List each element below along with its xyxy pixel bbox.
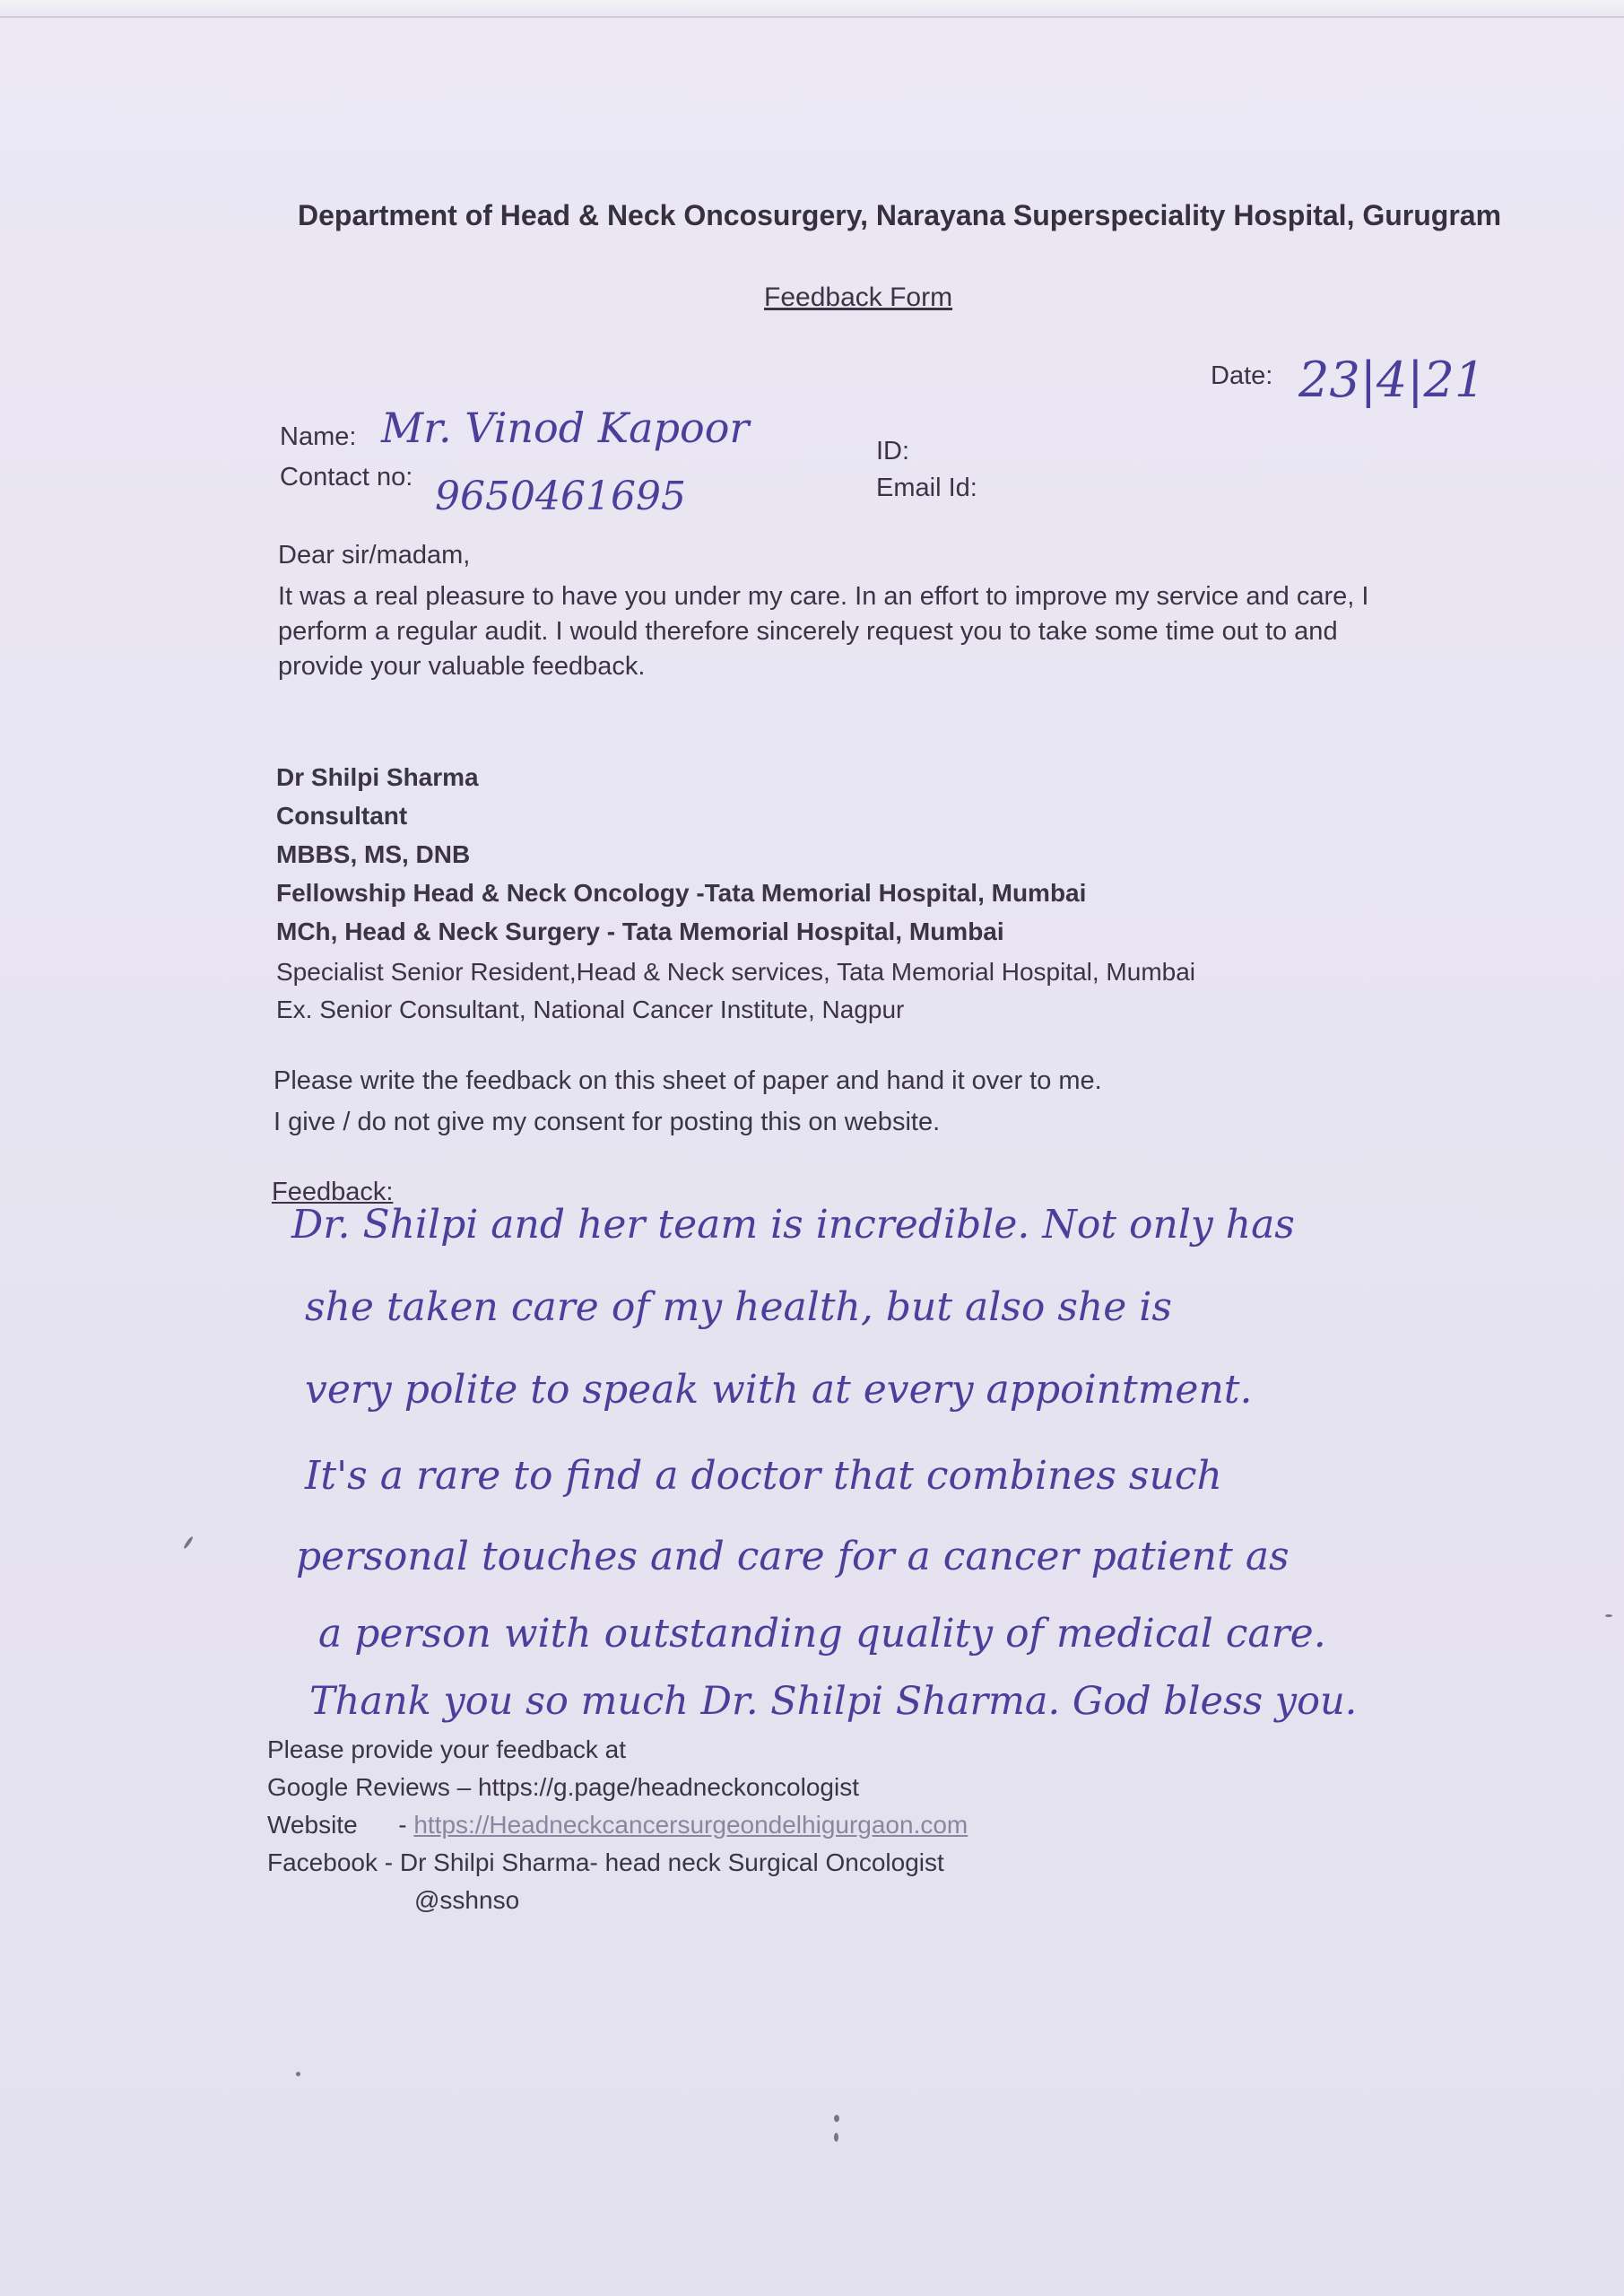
doctor-ex: Ex. Senior Consultant, National Cancer Institute, Nagpur — [276, 996, 905, 1023]
feedback-line: a person with outstanding quality of medical care. — [318, 1611, 1326, 1657]
name-label: Name: — [280, 422, 357, 451]
contact-value: 9650461695 — [435, 474, 686, 519]
feedback-line: Thank you so much Dr. Shilpi Sharma. God bless you. — [309, 1679, 1358, 1724]
facebook-handle: @sshnso — [414, 1886, 520, 1914]
date-value: 23|4|21 — [1298, 352, 1486, 408]
scan-edge — [0, 0, 1624, 18]
scan-speck — [834, 2115, 839, 2122]
website-label: Website — [267, 1811, 358, 1839]
form-title: Feedback Form — [764, 283, 953, 312]
email-label: Email Id: — [876, 474, 977, 502]
website-line — [267, 1806, 968, 1844]
feedback-line: Dr. Shilpi and her team is incredible. Not only has — [291, 1202, 1295, 1248]
id-label: ID: — [876, 437, 910, 465]
letter-body: It was a real pleasure to have you under my care. In an effort to improve my service and care, I perform a regular audit. I would therefore sincerely request you to take some time out to and provide your valuable feedback. — [278, 582, 1369, 681]
feedback-line: very polite to speak with at every appointment. — [305, 1367, 1253, 1413]
scan-speck — [834, 2133, 838, 2142]
doctor-title: Consultant — [276, 802, 408, 830]
department-heading: Department of Head & Neck Oncosurgery, Narayana Superspeciality Hospital, Gurugram — [298, 199, 1502, 231]
doctor-degrees: MBBS, MS, DNB — [276, 840, 471, 868]
feedback-line: It's a rare to find a doctor that combines such — [305, 1453, 1222, 1499]
footer-intro: Please provide your feedback at — [267, 1735, 627, 1763]
date-label: Date: — [1211, 361, 1273, 390]
name-value: Mr. Vinod Kapoor — [381, 404, 750, 452]
scan-speck — [183, 1535, 194, 1549]
doctor-resident: Specialist Senior Resident,Head & Neck services, Tata Memorial Hospital, Mumbai — [276, 958, 1196, 986]
feedback-line: personal touches and care for a cancer patient as — [296, 1534, 1290, 1579]
website-link[interactable]: https://Headneckcancersurgeondelhigurgaon.com — [413, 1811, 968, 1839]
contact-label: Contact no: — [280, 463, 413, 491]
feedback-line: she taken care of my health, but also she is — [305, 1284, 1172, 1330]
scan-speck — [1605, 1614, 1612, 1617]
facebook-line: Facebook - Dr Shilpi Sharma- head neck Surgical Oncologist — [267, 1848, 944, 1876]
instruction-line-1: Please write the feedback on this sheet of paper and hand it over to me. — [274, 1066, 1102, 1095]
salutation: Dear sir/madam, — [278, 541, 471, 570]
doctor-fellowship: Fellowship Head & Neck Oncology -Tata Memorial Hospital, Mumbai — [276, 879, 1087, 907]
scan-speck — [296, 2072, 300, 2076]
doctor-mch: MCh, Head & Neck Surgery - Tata Memorial Hospital, Mumbai — [276, 918, 1004, 945]
doctor-name: Dr Shilpi Sharma — [276, 763, 479, 791]
feedback-label: Feedback: — [272, 1178, 394, 1206]
consent-line: I give / do not give my consent for posting this on website. — [274, 1108, 941, 1136]
google-reviews: Google Reviews – https://g.page/headneckoncologist — [267, 1773, 859, 1801]
website-separator: - — [398, 1811, 407, 1839]
